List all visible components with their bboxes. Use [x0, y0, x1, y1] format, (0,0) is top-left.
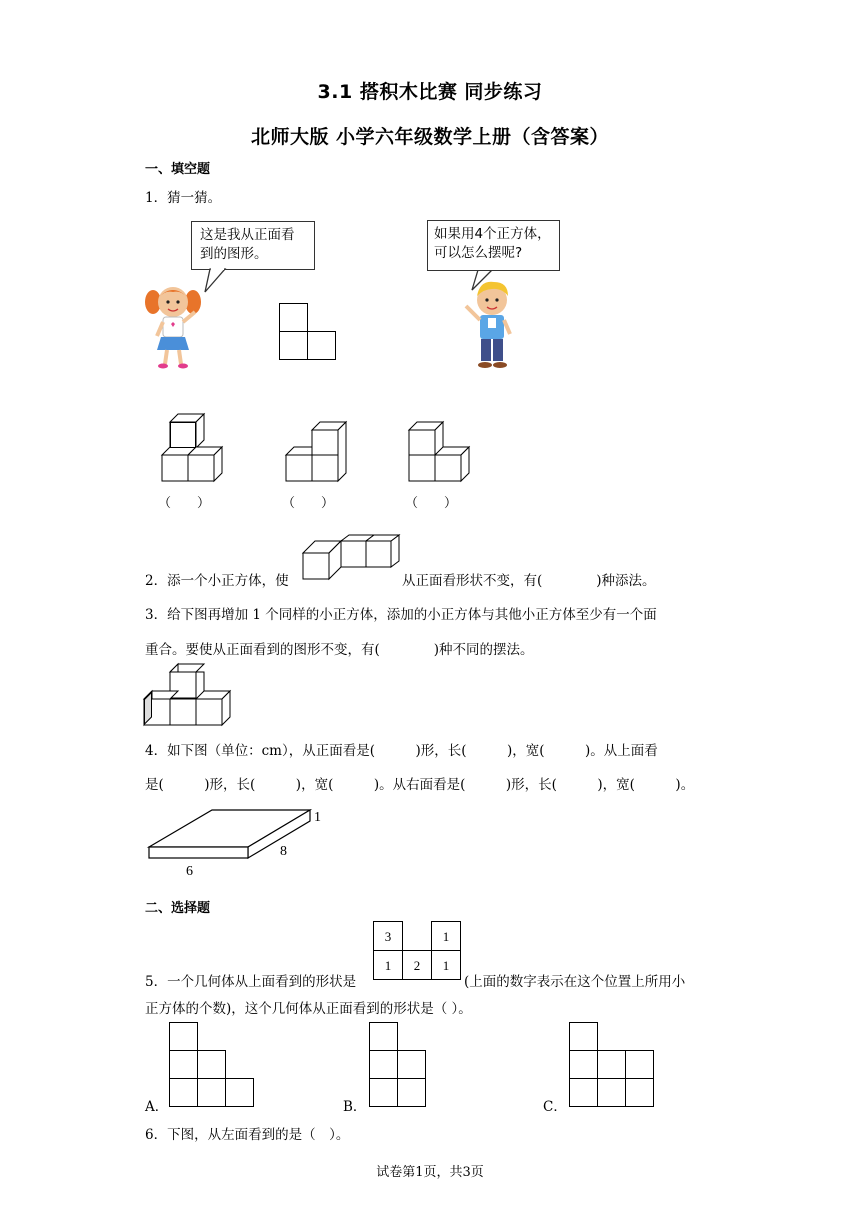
- length-label: 6: [186, 864, 193, 879]
- grid-number-bottom-middle: 2: [413, 958, 421, 973]
- girl-speech-bubble: 这是我从正面看 到的图形。: [191, 221, 315, 270]
- question-4-line-2: 是( )形，长( )，宽( )。从右面看是( )形，长( )，宽( )。: [145, 777, 695, 793]
- grid-number-bottom-right: 1: [442, 958, 450, 973]
- answer-blank-2[interactable]: （ ）: [282, 496, 335, 511]
- answer-blank-3[interactable]: （ ）: [405, 496, 458, 511]
- width-label: 8: [280, 844, 287, 859]
- question-6: 6．下图，从左面看到的是（ ）。: [145, 1127, 350, 1143]
- grid-number-bottom-left: 1: [384, 958, 392, 973]
- page-footer: 试卷第1页，共3页: [376, 1165, 484, 1180]
- grid-number-top-right: 1: [442, 929, 450, 944]
- cube-row-figure: [302, 534, 402, 584]
- option-figure-3: [405, 410, 485, 485]
- q3-cube-figure: [143, 663, 238, 728]
- question-3-line-1: 3．给下图再增加 1 个同样的小正方体，添加的小正方体与其他小正方体至少有一个面: [145, 607, 657, 623]
- option-c-figure[interactable]: [569, 1022, 659, 1112]
- question-4-line-1: 4．如下图（单位：cm），从正面看是( )形，长( )，宽( )。从上面看: [145, 743, 658, 759]
- option-figure-2: [282, 410, 362, 485]
- title-line-2: 北师大版 小学六年级数学上册（含答案）: [250, 126, 610, 148]
- top-view-number-grid: [373, 921, 463, 981]
- section-choice: 二、选择题: [145, 901, 211, 916]
- question-1: 1．猜一猜。: [145, 190, 222, 206]
- option-b-figure[interactable]: [369, 1022, 459, 1112]
- answer-blank-1[interactable]: （ ）: [158, 496, 211, 511]
- question-2-suffix: 从正面看形状不变，有( )种添法。: [402, 573, 656, 589]
- question-3-line-2: 重合。要使从正面看到的图形不变，有( )种不同的摆法。: [145, 642, 534, 658]
- height-label: 1: [314, 810, 321, 825]
- section-fill-blank: 一、填空题: [145, 162, 211, 177]
- girl-illustration: [143, 280, 203, 370]
- question-2-prefix: 2．添一个小正方体，使: [145, 573, 289, 589]
- title-line-1: 3.1 搭积木比赛 同步练习: [317, 81, 543, 103]
- option-figure-1: [158, 410, 238, 485]
- boy-illustration: [460, 278, 520, 373]
- option-a-figure[interactable]: [169, 1022, 259, 1112]
- front-view-shape: [279, 303, 339, 363]
- option-a-label[interactable]: A．: [145, 1099, 169, 1115]
- cuboid-figure: [144, 805, 334, 880]
- grid-number-top-left: 3: [384, 929, 392, 944]
- question-5-suffix: (上面的数字表示在这个位置上所用小: [464, 974, 686, 990]
- boy-speech-bubble: 如果用4个正方体， 可以怎么摆呢?: [427, 220, 560, 271]
- question-5-prefix: 5．一个几何体从上面看到的形状是: [145, 974, 357, 990]
- question-5-line-2: 正方体的个数)，这个几何体从正面看到的形状是（ ）。: [145, 1001, 472, 1017]
- option-c-label[interactable]: C．: [543, 1099, 567, 1115]
- option-b-label[interactable]: B．: [343, 1099, 367, 1115]
